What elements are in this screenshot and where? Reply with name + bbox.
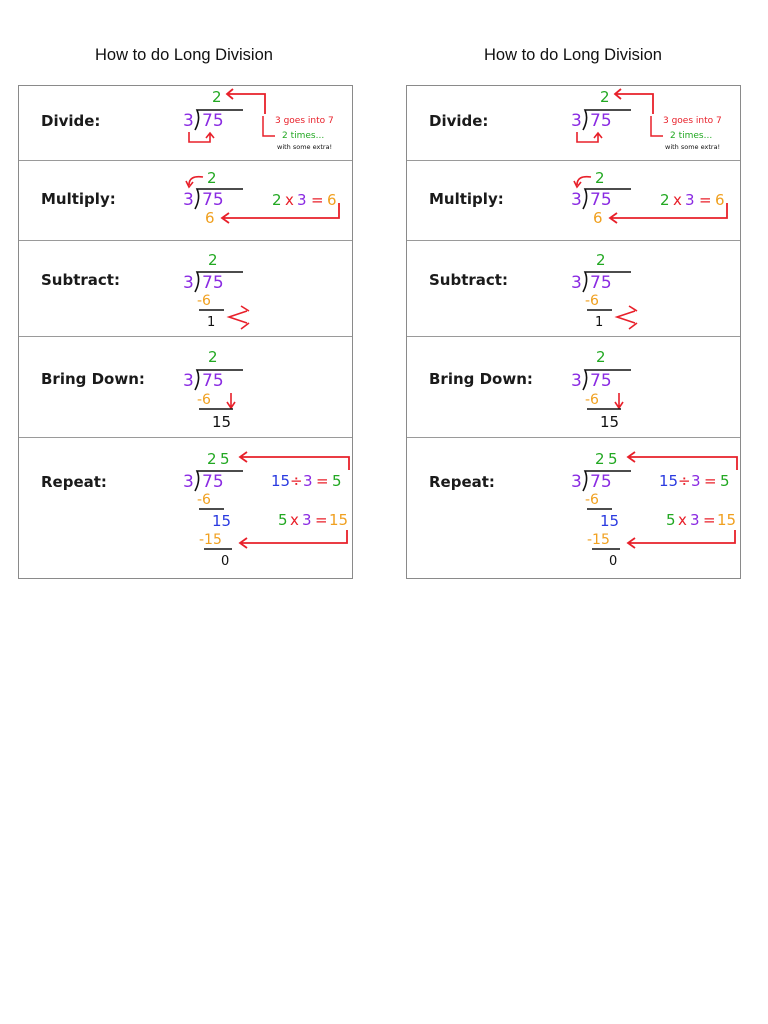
final-zero: 0 — [221, 554, 230, 569]
subtrahend-2: -15 — [199, 532, 222, 548]
divide-illustration — [19, 86, 352, 161]
step-label: Multiply: — [429, 190, 504, 208]
divisor: 3 — [571, 190, 582, 210]
step-divide — [19, 86, 352, 161]
step-label: Subtract: — [41, 271, 120, 289]
down-arrow — [615, 393, 623, 408]
equation2-a: 5 — [666, 511, 676, 529]
step-subtract — [407, 241, 740, 337]
multiply-illustration — [407, 161, 740, 241]
step-bring-down — [19, 337, 352, 438]
quotient: 2 — [208, 348, 218, 366]
check-arrow — [229, 306, 249, 329]
equation-result: 6 — [715, 191, 725, 209]
note-line-1: 3 goes into 7 — [275, 116, 334, 126]
quotient: 2 — [600, 88, 610, 106]
divisor: 3 — [183, 111, 194, 131]
step-subtract — [19, 241, 352, 337]
step-multiply — [19, 161, 352, 241]
product: 6 — [593, 209, 603, 227]
equation-result: 6 — [327, 191, 337, 209]
check-arrow — [617, 306, 637, 329]
equation2-op: x — [290, 511, 299, 529]
dividend: 75 — [202, 111, 224, 131]
repeat-illustration — [407, 438, 740, 580]
step-label: Bring Down: — [41, 370, 145, 388]
divisor: 3 — [571, 472, 582, 492]
quotient: 2 — [212, 88, 222, 106]
equation2-eq: = — [315, 511, 328, 529]
step-multiply — [407, 161, 740, 241]
dividend: 75 — [202, 472, 224, 492]
repeat-illustration — [19, 438, 352, 580]
equation-a: 2 — [660, 191, 670, 209]
divisor: 3 — [571, 273, 582, 293]
middle-result: 15 — [212, 512, 232, 530]
remainder: 1 — [595, 315, 604, 330]
divisor-arrow — [189, 132, 214, 142]
quotient: 2 — [207, 169, 217, 187]
subtrahend: -6 — [197, 293, 211, 309]
step-label: Repeat: — [41, 473, 107, 491]
step-label: Bring Down: — [429, 370, 533, 388]
title-left: How to do Long Division — [95, 46, 273, 64]
quotient: 2 — [208, 251, 218, 269]
dividend: 75 — [202, 273, 224, 293]
subtrahend: -6 — [197, 392, 211, 408]
equation-a: 2 — [272, 191, 282, 209]
step-repeat — [19, 438, 352, 580]
final-zero: 0 — [609, 554, 618, 569]
note-bracket — [263, 116, 275, 136]
note-line-3: with some extra! — [665, 143, 721, 151]
equation2-b: 3 — [690, 511, 700, 529]
step-label: Divide: — [41, 112, 101, 130]
note-bracket — [651, 116, 663, 136]
subtrahend-1: -6 — [585, 492, 599, 508]
divisor: 3 — [183, 190, 194, 210]
equation1-b: 3 — [691, 472, 701, 490]
dividend: 75 — [590, 273, 612, 293]
equation1-a: 15 — [271, 472, 291, 490]
equation-op: x — [673, 191, 682, 209]
arrow-to-subtrahend — [628, 530, 735, 548]
step-label: Multiply: — [41, 190, 116, 208]
dividend: 75 — [590, 190, 612, 210]
equation-b: 3 — [297, 191, 307, 209]
equation-eq: = — [699, 191, 712, 209]
down-arrow — [227, 393, 235, 408]
quotient: 2 — [596, 251, 606, 269]
step-divide — [407, 86, 740, 161]
equation1-op: ÷ — [678, 472, 691, 490]
long-division-card-left — [18, 85, 353, 579]
subtrahend: -6 — [585, 392, 599, 408]
divisor: 3 — [183, 273, 194, 293]
quotient-digit-a: 2 — [207, 450, 217, 468]
quotient-digit-b: 5 — [608, 450, 618, 468]
subtract-illustration — [407, 241, 740, 337]
bring-down-illustration — [407, 337, 740, 438]
dividend: 75 — [590, 371, 612, 391]
middle-result: 15 — [600, 512, 620, 530]
bring-down-illustration — [19, 337, 352, 438]
subtract-illustration — [19, 241, 352, 337]
subtrahend: -6 — [585, 293, 599, 309]
equation2-a: 5 — [278, 511, 288, 529]
dividend: 75 — [590, 472, 612, 492]
equation-eq: = — [311, 191, 324, 209]
curved-arrow — [186, 177, 203, 187]
divisor: 3 — [183, 371, 194, 391]
note-line-2: 2 times... — [670, 131, 713, 141]
divisor: 3 — [571, 371, 582, 391]
title-right: How to do Long Division — [484, 46, 662, 64]
dividend: 75 — [590, 111, 612, 131]
curved-arrow — [574, 177, 591, 187]
product: 6 — [205, 209, 215, 227]
equation1-eq: = — [316, 472, 329, 490]
subtrahend-2: -15 — [587, 532, 610, 548]
equation1-eq: = — [704, 472, 717, 490]
quotient: 2 — [595, 169, 605, 187]
equation1-result: 5 — [720, 472, 730, 490]
remainder: 1 — [207, 315, 216, 330]
arrow-to-quotient — [628, 452, 737, 470]
step-repeat — [407, 438, 740, 580]
step-bring-down — [407, 337, 740, 438]
dividend: 75 — [202, 371, 224, 391]
note-line-1: 3 goes into 7 — [663, 116, 722, 126]
result: 15 — [600, 413, 620, 431]
arrow-to-subtrahend — [240, 530, 347, 548]
equation1-result: 5 — [332, 472, 342, 490]
equation-op: x — [285, 191, 294, 209]
note-line-3: with some extra! — [277, 143, 333, 151]
long-division-card-right — [406, 85, 741, 579]
step-label: Subtract: — [429, 271, 508, 289]
step-label: Repeat: — [429, 473, 495, 491]
note-line-2: 2 times... — [282, 131, 325, 141]
divisor: 3 — [571, 111, 582, 131]
equation2-result: 15 — [329, 511, 349, 529]
equation-b: 3 — [685, 191, 695, 209]
multiply-illustration — [19, 161, 352, 241]
equation1-op: ÷ — [290, 472, 303, 490]
quotient-digit-b: 5 — [220, 450, 230, 468]
equation2-b: 3 — [302, 511, 312, 529]
divisor: 3 — [183, 472, 194, 492]
dividend: 75 — [202, 190, 224, 210]
quotient: 2 — [596, 348, 606, 366]
equation1-a: 15 — [659, 472, 679, 490]
equation2-op: x — [678, 511, 687, 529]
result: 15 — [212, 413, 232, 431]
equation2-eq: = — [703, 511, 716, 529]
subtrahend-1: -6 — [197, 492, 211, 508]
divide-illustration — [407, 86, 740, 161]
quotient-digit-a: 2 — [595, 450, 605, 468]
equation2-result: 15 — [717, 511, 737, 529]
arrow-to-quotient — [240, 452, 349, 470]
step-label: Divide: — [429, 112, 489, 130]
divisor-arrow — [577, 132, 602, 142]
equation1-b: 3 — [303, 472, 313, 490]
